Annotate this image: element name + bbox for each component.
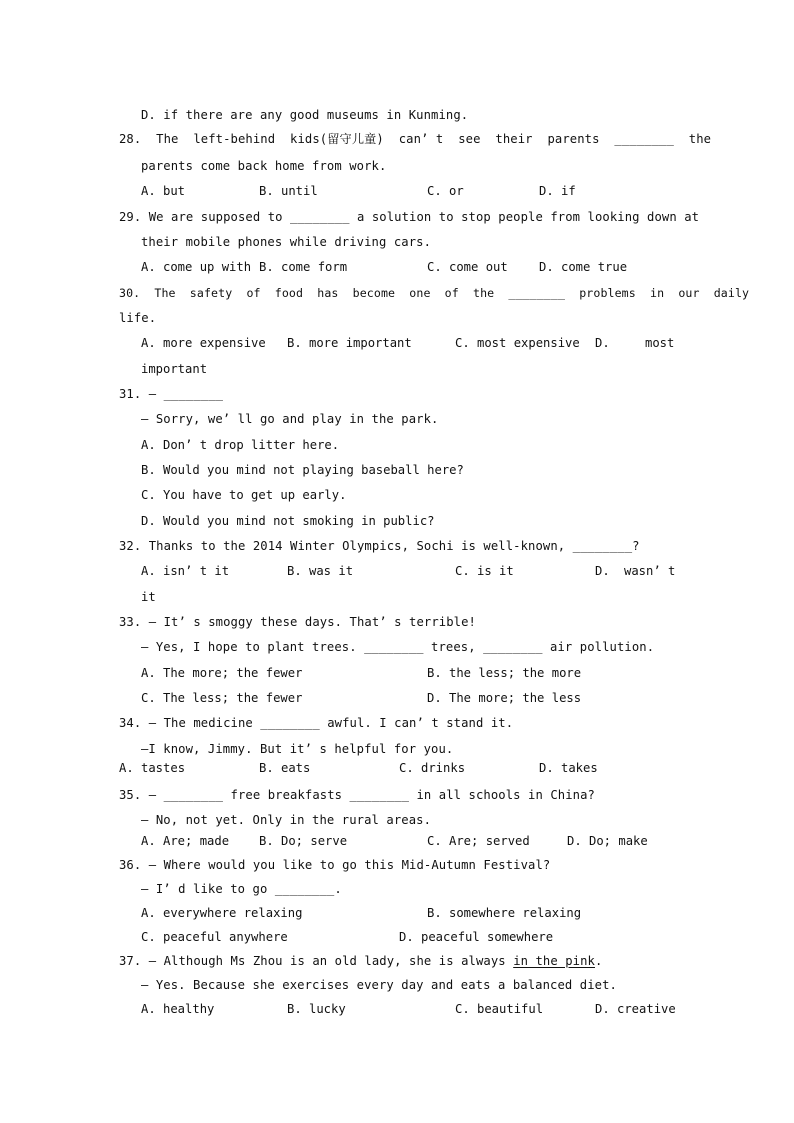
q36-stem-line1: 36. — Where would you like to go this Mid-Autumn Festival?	[119, 858, 551, 872]
q29-option-b: B. come form	[259, 260, 348, 274]
q31-option-a: A. Don’ t drop litter here.	[141, 438, 340, 452]
q34-option-a: A. tastes	[119, 761, 186, 775]
q36-option-d: D. peaceful somewhere	[399, 930, 554, 944]
q30-option-d-word2: important	[141, 362, 208, 376]
q35-option-d: D. Do; make	[567, 834, 648, 848]
q37-stem-part2: .	[595, 954, 603, 968]
q36-option-a: A. everywhere relaxing	[141, 906, 303, 920]
q28-stem-part2: ) can’ t see their parents ________ the	[376, 132, 712, 146]
q28-option-d: D. if	[539, 184, 576, 198]
q31-option-c: C. You have to get up early.	[141, 488, 347, 502]
q28-option-b: B. until	[259, 184, 318, 198]
q28-stem-line2: parents come back home from work.	[141, 159, 387, 173]
q28-stem-line1	[119, 131, 711, 147]
q37-stem-part1: 37. — Although Ms Zhou is an old lady, she is always	[119, 954, 514, 968]
q32-option-b: B. was it	[287, 564, 354, 578]
q37-stem-line2: — Yes. Because she exercises every day and eats a balanced diet.	[141, 978, 617, 992]
q27-option-d: D. if there are any good museums in Kunming.	[141, 108, 469, 122]
q37-option-b: B. lucky	[287, 1002, 346, 1016]
q29-option-d: D. come true	[539, 260, 628, 274]
q33-option-a: A. The more; the fewer	[141, 666, 303, 680]
q29-stem-line2: their mobile phones while driving cars.	[141, 235, 432, 249]
q33-stem-line2: — Yes, I hope to plant trees. ________ trees, ________ air pollution.	[141, 640, 655, 654]
q32-stem-line1: 32. Thanks to the 2014 Winter Olympics, Sochi is well-known, ________?	[119, 539, 640, 553]
q35-option-a: A. Are; made	[141, 834, 230, 848]
q34-stem-line1: 34. — The medicine ________ awful. I can’ t stand it.	[119, 716, 514, 730]
q31-option-b: B. Would you mind not playing baseball here?	[141, 463, 464, 477]
q34-option-b: B. eats	[259, 761, 311, 775]
q36-option-b: B. somewhere relaxing	[427, 906, 582, 920]
q37-underlined-phrase: in the pink	[513, 954, 595, 968]
q37-option-c: C. beautiful	[455, 1002, 544, 1016]
q28-option-c: C. or	[427, 184, 464, 198]
q31-stem-line1: 31. — ________	[119, 387, 224, 401]
q33-stem-line1: 33. — It’ s smoggy these days. That’ s terrible!	[119, 615, 476, 629]
q33-option-d: D. The more; the less	[427, 691, 582, 705]
q28-stem-part1: 28. The left-behind kids(	[119, 132, 328, 146]
q30-stem-line1: 30. The safety of food has become one of the ________ problems in our daily	[119, 286, 750, 300]
q35-option-b: B. Do; serve	[259, 834, 348, 848]
q36-stem-line2: — I’ d like to go ________.	[141, 882, 342, 896]
q28-stem-cjk: 留守儿童	[327, 132, 377, 146]
q36-option-c: C. peaceful anywhere	[141, 930, 288, 944]
q33-option-b: B. the less; the more	[427, 666, 582, 680]
q35-stem-line2: — No, not yet. Only in the rural areas.	[141, 813, 432, 827]
q37-stem-line1	[119, 953, 602, 969]
q35-option-c: C. Are; served	[427, 834, 530, 848]
q28-option-a: A. but	[141, 184, 186, 198]
q30-option-d-letter: D.	[595, 336, 610, 350]
q32-option-a: A. isn’ t it	[141, 564, 230, 578]
q37-option-d: D. creative	[595, 1002, 676, 1016]
q34-stem-line2: —I know, Jimmy. But it’ s helpful for you.	[141, 742, 454, 756]
q30-option-d-word1: most	[645, 336, 675, 350]
q34-option-d: D. takes	[539, 761, 598, 775]
q34-option-c: C. drinks	[399, 761, 466, 775]
q33-option-c: C. The less; the fewer	[141, 691, 303, 705]
q30-option-b: B. more important	[287, 336, 412, 350]
q35-stem-line1: 35. — ________ free breakfasts ________ in all schools in China?	[119, 788, 595, 802]
q32-option-d-word1: wasn’ t	[624, 564, 676, 578]
q31-stem-line2: — Sorry, we’ ll go and play in the park.	[141, 412, 439, 426]
q30-option-c: C. most expensive	[455, 336, 580, 350]
q29-option-a: A. come up with	[141, 260, 252, 274]
q30-option-a: A. more expensive	[141, 336, 266, 350]
q32-option-c: C. is it	[455, 564, 514, 578]
q29-stem-line1: 29. We are supposed to ________ a solution to stop people from looking down at	[119, 210, 700, 224]
q30-stem-line2: life.	[119, 311, 157, 325]
q29-option-c: C. come out	[427, 260, 508, 274]
q31-option-d: D. Would you mind not smoking in public?	[141, 514, 435, 528]
q32-option-d-word2: it	[141, 590, 156, 604]
q37-option-a: A. healthy	[141, 1002, 215, 1016]
q32-option-d-letter: D.	[595, 564, 610, 578]
